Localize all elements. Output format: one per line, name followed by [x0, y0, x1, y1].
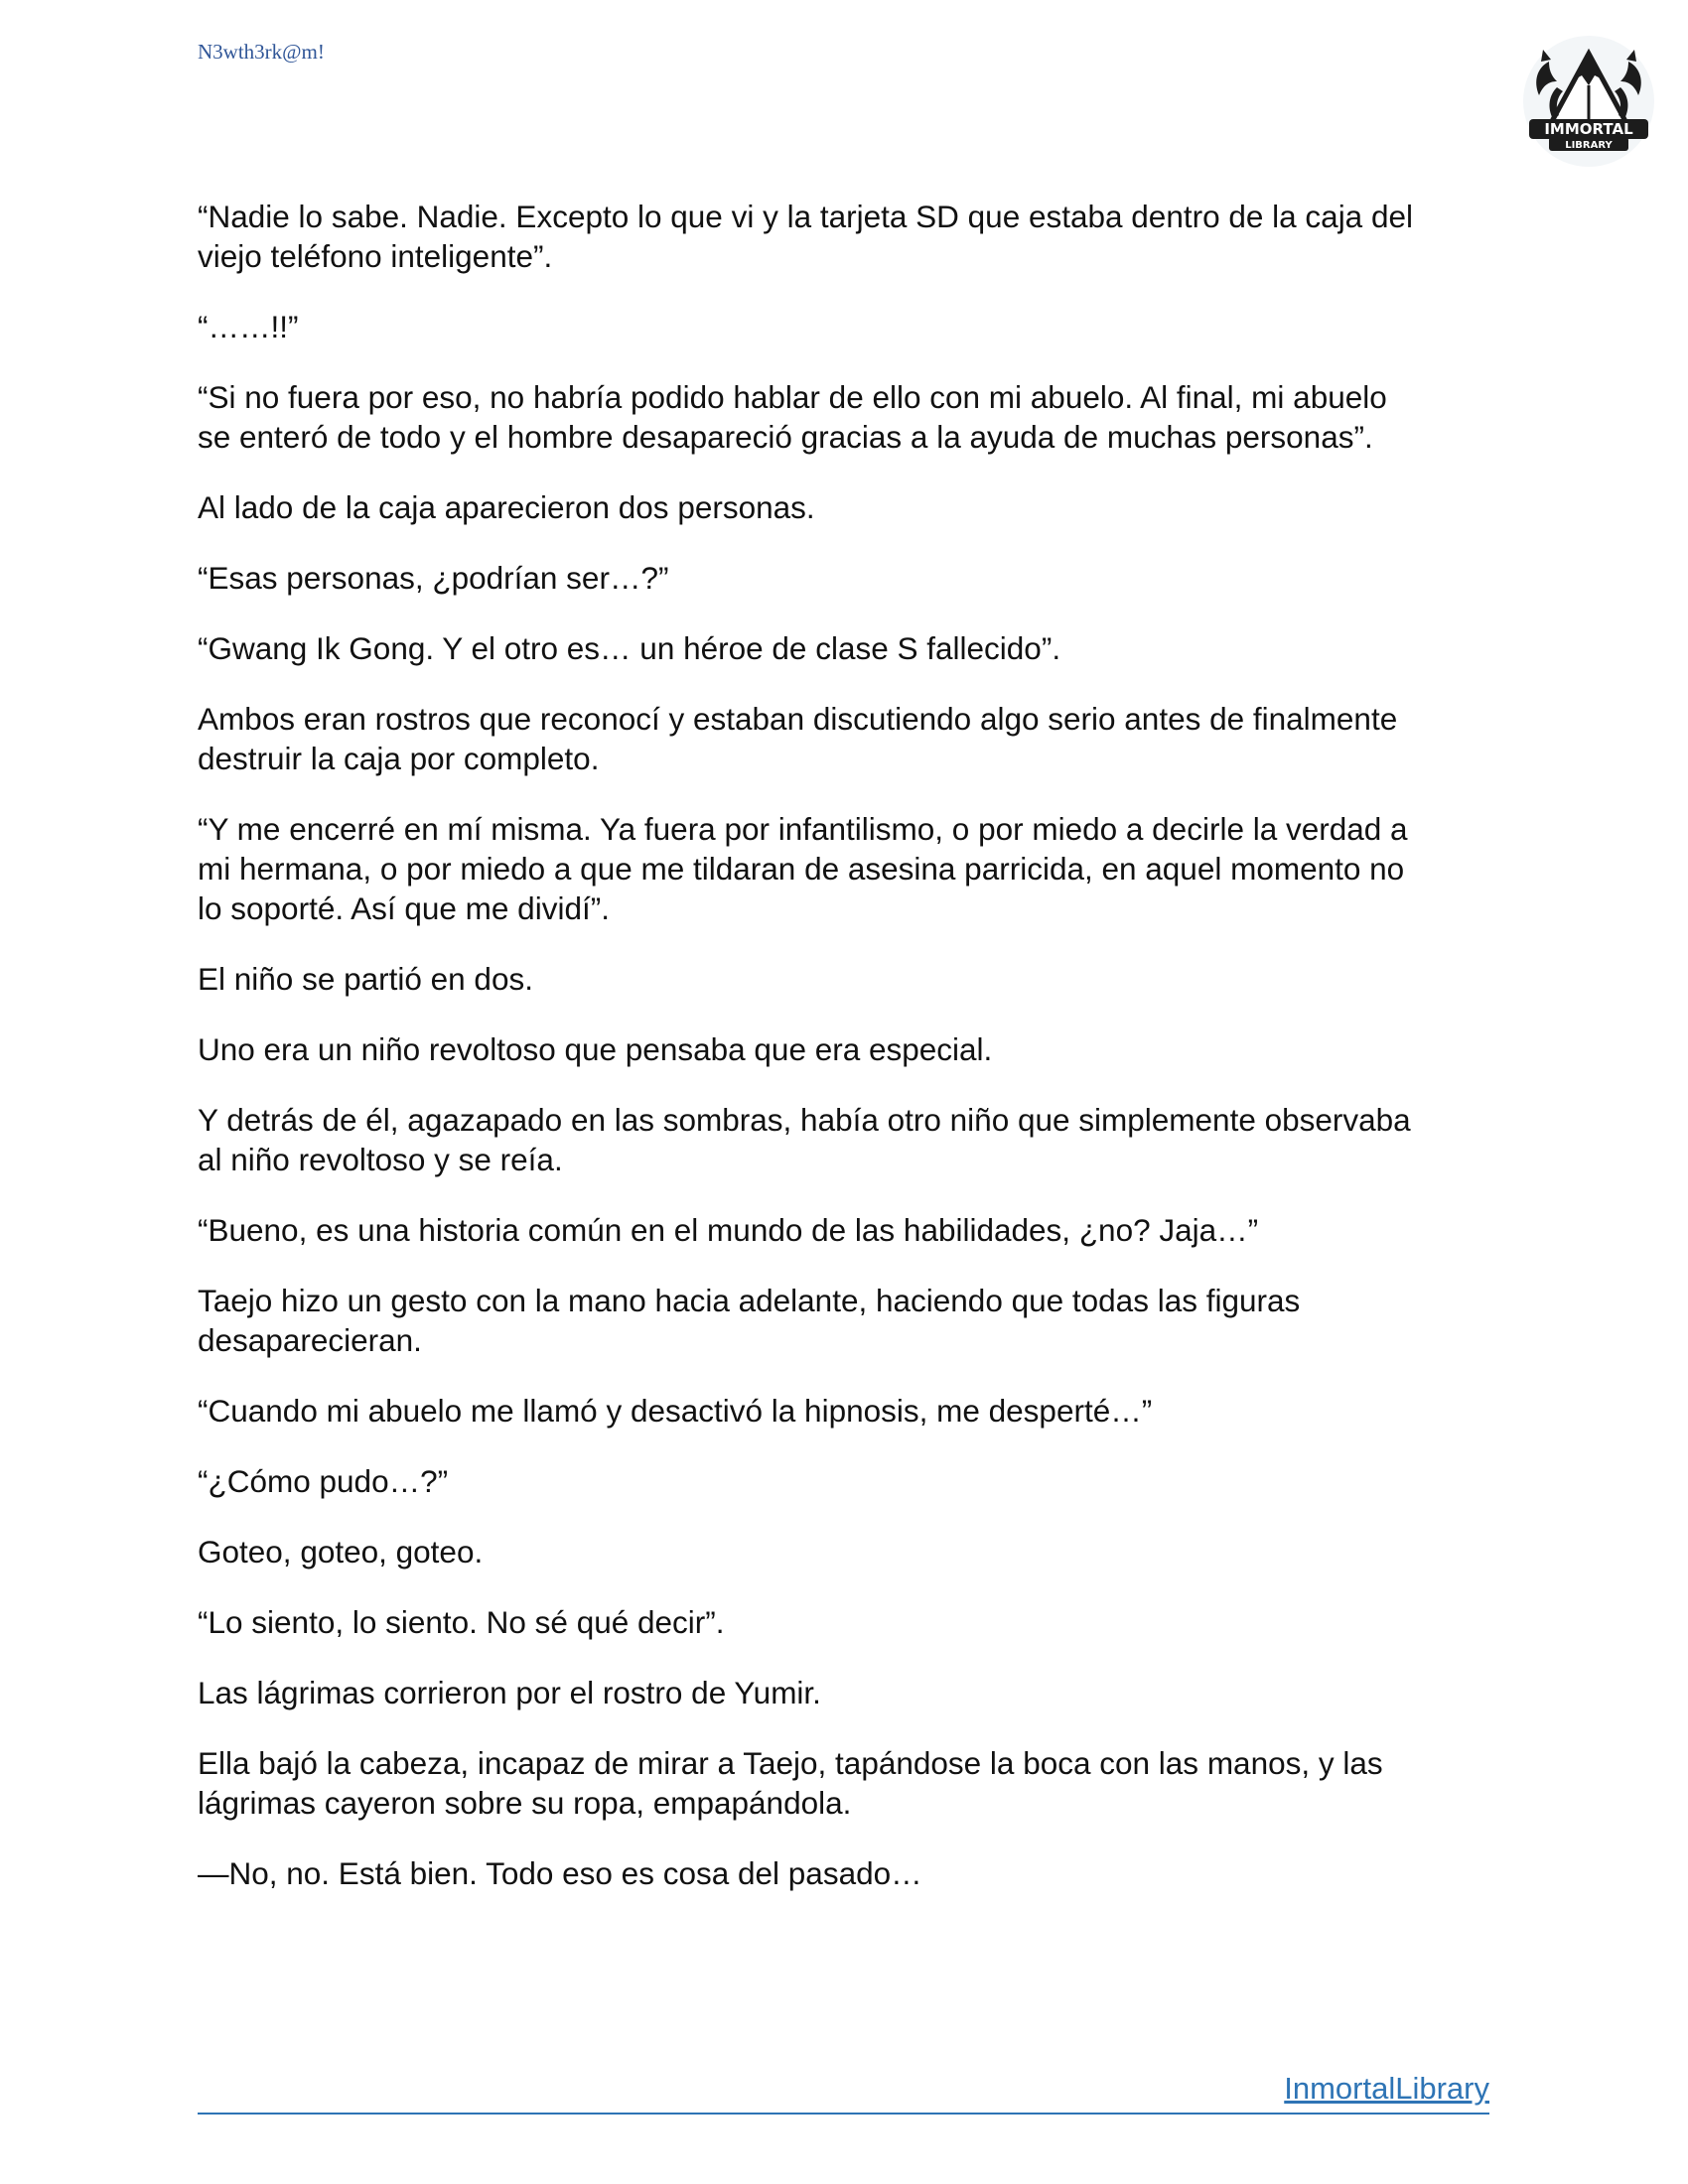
paragraph: Uno era un niño revoltoso que pensaba que era especial.	[198, 1031, 993, 1067]
paragraph: Las lágrimas corrieron por el rostro de Yumir.	[198, 1675, 821, 1710]
paragraph: El niño se partió en dos.	[198, 961, 533, 997]
logo-emblem-icon	[1519, 32, 1658, 171]
paragraph: “Y me encerré en mí misma. Ya fuera por infantilismo, o por miedo a decirle la verdad a mi hermana, o por miedo a que me tildaran de asesina parricida, en aquel momento no lo soporté. Así que me dividí”.	[198, 811, 1408, 926]
paragraph: “Gwang Ik Gong. Y el otro es… un héroe de clase S fallecido”.	[198, 630, 1061, 666]
paragraph: “……!!”	[198, 309, 299, 344]
paragraph: Ambos eran rostros que reconocí y estaban discutiendo algo serio antes de finalmente destruir la caja por completo.	[198, 701, 1398, 776]
paragraph: Al lado de la caja aparecieron dos personas.	[198, 489, 815, 525]
logo-line1: IMMORTAL	[1544, 120, 1633, 138]
header-watermark: N3wth3rk@m!	[198, 40, 325, 64]
paragraph: Y detrás de él, agazapado en las sombras, había otro niño que simplemente observaba al niño revoltoso y se reía.	[198, 1102, 1411, 1177]
page-body	[198, 197, 1488, 1924]
paragraph: “¿Cómo pudo…?”	[198, 1463, 449, 1499]
paragraph: Taejo hizo un gesto con la mano hacia adelante, haciendo que todas las figuras desaparecieran.	[198, 1283, 1301, 1358]
paragraph: “Lo siento, lo siento. No sé qué decir”.	[198, 1604, 725, 1640]
paragraph: “Cuando mi abuelo me llamó y desactivó la hipnosis, me desperté…”	[198, 1393, 1153, 1429]
paragraph: “Esas personas, ¿podrían ser…?”	[198, 560, 669, 596]
paragraph: “Si no fuera por eso, no habría podido hablar de ello con mi abuelo. Al final, mi abuelo se enteró de todo y el hombre desapareció gracias a la ayuda de muchas personas”.	[198, 379, 1387, 455]
paragraph: Goteo, goteo, goteo.	[198, 1534, 484, 1570]
paragraph: Ella bajó la cabeza, incapaz de mirar a Taejo, tapándose la boca con las manos, y las lágrimas cayeron sobre su ropa, empapándola.	[198, 1745, 1383, 1821]
footer-library-link[interactable]: InmortalLibrary	[1284, 2071, 1489, 2106]
paragraph: “Nadie lo sabe. Nadie. Excepto lo que vi y la tarjeta SD que estaba dentro de la caja del viejo teléfono inteligente”.	[198, 199, 1413, 274]
paragraph: “Bueno, es una historia común en el mundo de las habilidades, ¿no? Jaja…”	[198, 1212, 1259, 1248]
immortal-library-logo	[1519, 32, 1658, 171]
footer-divider	[198, 2113, 1489, 2115]
paragraph: —No, no. Está bien. Todo eso es cosa del pasado…	[198, 1855, 922, 1891]
logo-line2: LIBRARY	[1565, 140, 1613, 151]
